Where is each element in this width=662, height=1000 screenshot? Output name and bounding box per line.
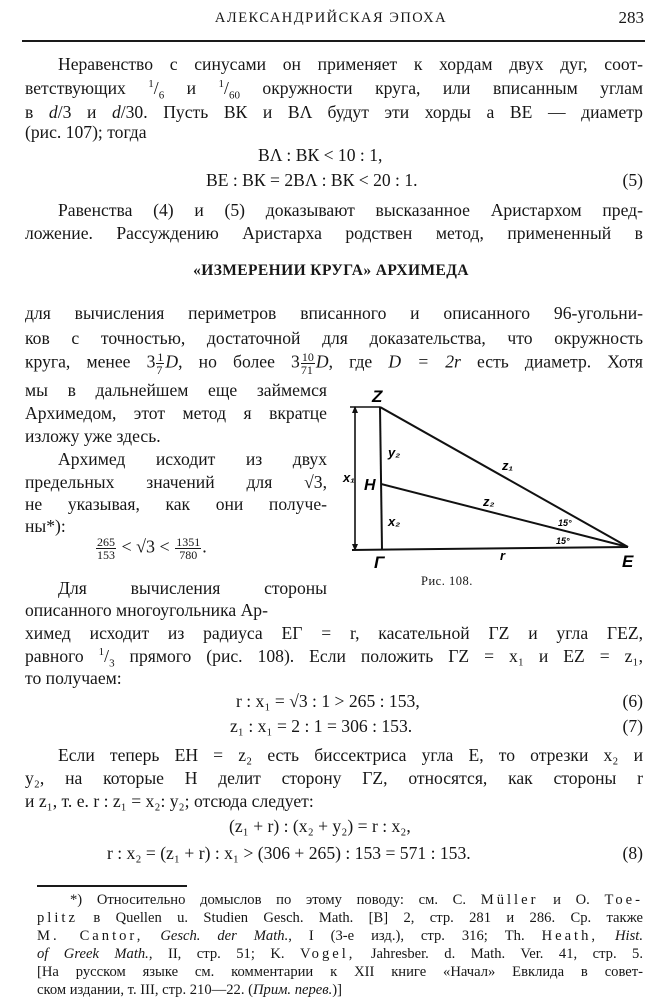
para3-line3: [25, 351, 643, 376]
label-Gamma: Γ: [374, 553, 385, 572]
frac-den: 60: [228, 89, 240, 102]
frac-den: 71: [300, 363, 313, 377]
equation-z1r: (z₁ + r) : (x₂ + y₂) = r : x₂,: [229, 816, 411, 836]
text: прямого (рис. 108). Если положить ГZ = x₁ и ЕZ = z₁,: [114, 646, 643, 666]
para3-line1: для вычисления периметров вписанного и описанного 96-угольни-: [25, 303, 643, 323]
text: , но более 3: [178, 351, 300, 372]
para3-line5: Архимедом, этот метод я вкратце: [25, 403, 327, 423]
frac-num: 265: [97, 535, 115, 549]
para4-line4: ны*):: [25, 516, 66, 536]
para3-line2: ков с точностью, достаточной для доказательства, что окружность: [25, 328, 643, 348]
author-name: M. Cantor,: [37, 928, 144, 944]
fraction-1-7: [156, 351, 164, 376]
side-z-e: [380, 407, 628, 547]
text: в Quellen u. Studien Gesch. Math. [B] 2, стр. 281 и 286. Ср. также: [77, 910, 643, 926]
author-name: Heath,: [541, 928, 599, 944]
var-d: d: [111, 102, 121, 122]
text: и: [164, 78, 219, 98]
frac-num: 1: [218, 78, 225, 91]
text: равного: [25, 646, 99, 666]
frac-num: 1: [98, 646, 105, 659]
para6-line3: и z₁, т. е. r : z₁ = x₂: y₂; отсюда следует:: [25, 791, 314, 811]
side-gamma-z: [380, 407, 382, 550]
book-title: of Greek Math.: [37, 946, 149, 962]
text: *) Относительно домыслов по этому поводу: см. С.: [70, 892, 481, 908]
page-number: 283: [618, 8, 644, 27]
para5-line1: Для вычисления стороны: [58, 578, 327, 598]
equation-7: z₁ : x₁ = 2 : 1 = 306 : 153.: [230, 716, 413, 736]
para4-line1: Архимед исходит из двух: [58, 449, 327, 469]
text: , I (3-е изд.), стр. 316; Th.: [288, 928, 542, 944]
text: есть диаметр. Хотя: [460, 351, 643, 372]
equation-6: r : x₁ = √3 : 1 > 265 : 153,: [236, 691, 420, 711]
equation-number-6: (6): [622, 691, 643, 711]
para2-line1: Равенства (4) и (5) доказывают высказанное Аристархом пред-: [58, 200, 643, 220]
author-name: Toe-: [604, 892, 643, 908]
author-name: plitz: [37, 910, 78, 926]
equation-number-8: (8): [622, 843, 643, 863]
label-x1: x₁: [343, 470, 355, 485]
text: /30. Пусть ВК и ВΛ будут эти хорды а ВЕ — диаметр: [120, 102, 643, 122]
frac-den: 780: [179, 548, 198, 562]
frac-den: 6: [158, 89, 165, 102]
text: ветствующих: [25, 78, 149, 98]
figure-108: [330, 380, 662, 575]
para3-line4: мы в дальнейшем еще займемся: [25, 380, 327, 400]
footnote-line4: [37, 946, 643, 963]
footnote-rule: [37, 885, 187, 887]
footnote-line2: [37, 910, 643, 927]
label-z2: z₂: [483, 494, 495, 509]
running-title: АЛЕКСАНДРИЙСКАЯ ЭПОХА: [214, 10, 448, 26]
para4-line3: не указывая, как они получе-: [25, 494, 327, 514]
fraction-265-153: [96, 536, 116, 561]
equation-number-7: (7): [622, 716, 643, 736]
bisector-h-e: [381, 484, 628, 547]
equation-ba-bk: ВΛ : ВК < 10 : 1,: [258, 145, 383, 165]
var-D: D: [165, 351, 179, 372]
book-title: Gesch. der Math.: [160, 928, 289, 944]
label-angle-bottom: 15°: [556, 536, 570, 546]
para1-line4: (рис. 107); тогда: [25, 122, 147, 142]
para5-line2: описанного многоугольника Ар-: [25, 600, 268, 620]
para6-line1: Если теперь ЕН = z₂ есть биссектриса угла Е, то отрезки x₂ и: [58, 745, 643, 765]
para2-line2: ложение. Рассуждению Аристарха родствен метод, примененный в: [25, 223, 643, 243]
var-d: d: [48, 102, 58, 122]
para5-line5: то получаем:: [25, 668, 122, 688]
label-x2: x₂: [388, 514, 401, 529]
text: окружности круга, или вписанным углам: [239, 78, 644, 98]
figure-caption: Рис. 108.: [421, 574, 473, 588]
label-angle-top: 15°: [558, 518, 572, 528]
label-H: H: [364, 477, 376, 494]
frac-den: 7: [156, 363, 163, 377]
book-title: Hist.: [615, 928, 643, 944]
text: < √3 <: [117, 536, 175, 557]
para5-line3: химед исходит из радиуса ЕГ = r, касательной ГZ и угла ГЕZ,: [25, 623, 643, 643]
text: , II, стр. 51; K.: [148, 946, 300, 962]
header-rule: [22, 40, 645, 42]
label-r: r: [500, 548, 506, 563]
footnote-line5: [На русском языке см. комментарии к XII книге «Начал» Евклида в совет-: [37, 964, 643, 980]
equation-D-2r: D = 2r: [388, 351, 461, 372]
equation-number-5: (5): [622, 170, 643, 190]
para4-line2: предельных значений для √3,: [25, 472, 327, 492]
para3-line6: изложу уже здесь.: [25, 426, 161, 446]
para1-line3: [25, 102, 643, 123]
para1-line1: Неравенство с синусами он применяет к хордам двух дуг, соот-: [58, 54, 643, 74]
text: в: [25, 102, 49, 122]
frac-den: 3: [109, 657, 115, 670]
text: /3 и: [57, 102, 112, 122]
para6-line2: y₂, на которые Н делит сторону ГZ, относятся, как стороны r: [25, 768, 643, 788]
frac-num: 1: [157, 350, 164, 364]
para5-line4: равного $^1/_3$ прямого (рис. 108). Если положить ГZ = x₁ и ЕZ = z₁,: [25, 646, 643, 670]
equation-5: ВЕ : ВК = 2ВΛ : ВК < 20 : 1.: [206, 170, 418, 190]
frac-den: 153: [97, 548, 115, 562]
fraction-10-71: [301, 351, 315, 376]
section-title: «ИЗМЕРЕНИИ КРУГА» АРХИМЕДА: [193, 262, 469, 279]
footnote-line3: [37, 928, 643, 945]
frac-num: 1: [148, 78, 154, 91]
author-name: Müller: [480, 892, 539, 908]
text: Jahresber. d. Math. Ver. 41, стр. 5.: [355, 946, 643, 962]
footnote-line1: [70, 892, 643, 909]
frac-num: 10: [301, 350, 314, 364]
text: .: [202, 536, 207, 557]
text: , где: [328, 351, 389, 372]
footnote-line6: [37, 982, 643, 999]
fraction-1351-780: [175, 536, 201, 561]
label-E: E: [622, 552, 634, 571]
side-gamma-e: [352, 547, 628, 550]
text: ском издании, т. III, стр. 210—22. (: [37, 982, 253, 998]
author-name: Vogel,: [299, 946, 356, 962]
translator-note: Прим. перев.: [252, 982, 333, 998]
equation-8: r : x₂ = (z₁ + r) : x₁ > (306 + 265) : 153 = 571 : 153.: [107, 843, 471, 863]
label-z1: z₁: [502, 458, 514, 473]
text: )]: [332, 982, 342, 998]
label-y2: y₂: [388, 445, 401, 460]
sqrt3-bounds-formula: [95, 536, 207, 561]
text: круга, менее 3: [25, 351, 156, 372]
text: и О.: [538, 892, 605, 908]
frac-num: 1351: [176, 535, 201, 549]
para1-line2: ветствующих $^1/_6$ и $^1/_{60}$ окружности круга, или вписанным углам: [25, 78, 644, 102]
label-Z: Z: [372, 387, 383, 406]
var-D: D: [315, 351, 329, 372]
